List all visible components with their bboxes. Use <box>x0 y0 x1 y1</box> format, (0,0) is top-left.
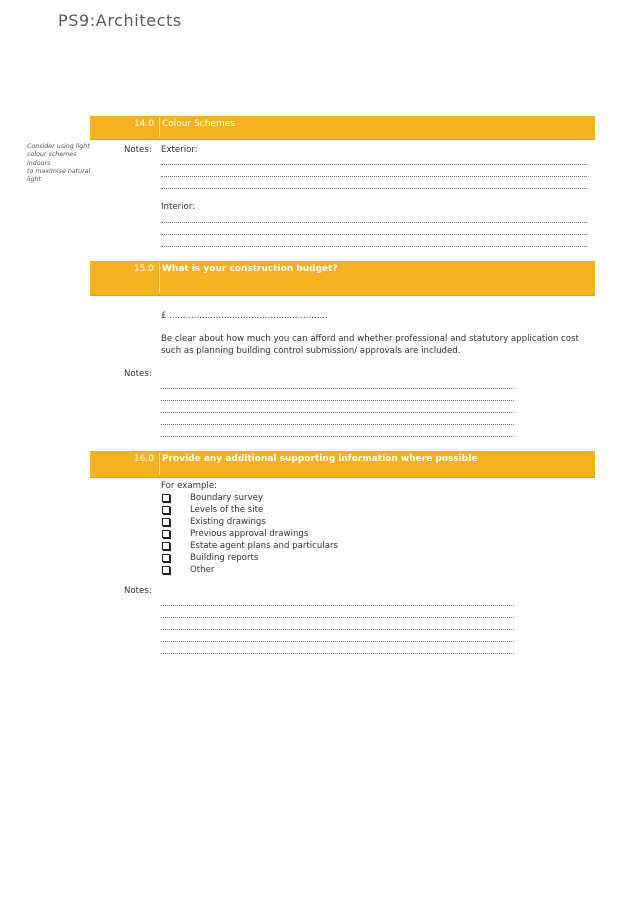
notes-line-1[interactable] <box>161 605 514 606</box>
checkbox-icon[interactable] <box>162 566 170 574</box>
notes-label: Notes: <box>124 586 152 596</box>
section-divider <box>159 263 160 293</box>
notes-line-1[interactable] <box>161 388 514 389</box>
section-header-14 <box>90 116 595 140</box>
section-title: Colour Schemes <box>162 119 235 129</box>
checkbox-icon[interactable] <box>162 494 170 502</box>
notes-line-3[interactable] <box>161 412 514 413</box>
section-divider <box>159 453 160 475</box>
side-note <box>27 143 97 184</box>
interior-line-3[interactable] <box>161 246 587 247</box>
interior-line-2[interactable] <box>161 234 587 235</box>
checklist-label: Levels of the site <box>190 505 264 515</box>
side-note-line: to maximise natural <box>27 167 91 175</box>
examples-intro: For example: <box>161 481 218 491</box>
exterior-line-2[interactable] <box>161 176 587 177</box>
notes-line-5[interactable] <box>161 436 514 437</box>
checkbox-icon[interactable] <box>162 518 170 526</box>
exterior-line-3[interactable] <box>161 188 587 189</box>
notes-line-4[interactable] <box>161 641 514 642</box>
section-number: 14.0 <box>133 119 154 129</box>
section-number: 15.0 <box>133 264 154 274</box>
checkbox-icon[interactable] <box>162 530 170 538</box>
checkbox-icon[interactable] <box>162 542 170 550</box>
section-header-16 <box>90 451 595 478</box>
section-header-15 <box>90 261 595 296</box>
side-note-line: colour schemes <box>27 151 77 159</box>
notes-label: Notes: <box>124 145 152 155</box>
exterior-line-1[interactable] <box>161 164 587 165</box>
side-note-line: indoors <box>27 159 51 167</box>
checklist-label: Existing drawings <box>190 517 266 527</box>
checkbox-icon[interactable] <box>162 506 170 514</box>
budget-field[interactable]: £ .......................................................... <box>161 311 328 321</box>
budget-advice: Be clear about how much you can afford and whether professional and statutory application cost such as planning building control submission/ approvals are included. <box>161 334 579 356</box>
notes-line-5[interactable] <box>161 653 514 654</box>
logo: PS9:Architects <box>58 11 182 30</box>
checklist-label: Building reports <box>190 553 259 563</box>
interior-label: Interior: <box>161 202 196 212</box>
notes-line-2[interactable] <box>161 400 514 401</box>
interior-line-1[interactable] <box>161 222 587 223</box>
checklist-label: Boundary survey <box>190 493 264 503</box>
checklist-label: Previous approval drawings <box>190 529 309 539</box>
side-note-line: light. <box>27 176 43 184</box>
section-divider <box>159 118 160 137</box>
checklist-label: Estate agent plans and particulars <box>190 541 338 551</box>
notes-label: Notes: <box>124 369 152 379</box>
notes-line-3[interactable] <box>161 629 514 630</box>
side-note-line: Consider using light <box>27 143 90 150</box>
notes-line-2[interactable] <box>161 617 514 618</box>
checklist-label: Other <box>190 565 215 575</box>
section-title: What is your construction budget? <box>162 264 338 274</box>
checkbox-icon[interactable] <box>162 554 170 562</box>
section-number: 16.0 <box>133 454 154 464</box>
section-title: Provide any additional supporting information where possible <box>162 454 478 464</box>
notes-line-4[interactable] <box>161 424 514 425</box>
exterior-label: Exterior: <box>161 145 198 155</box>
